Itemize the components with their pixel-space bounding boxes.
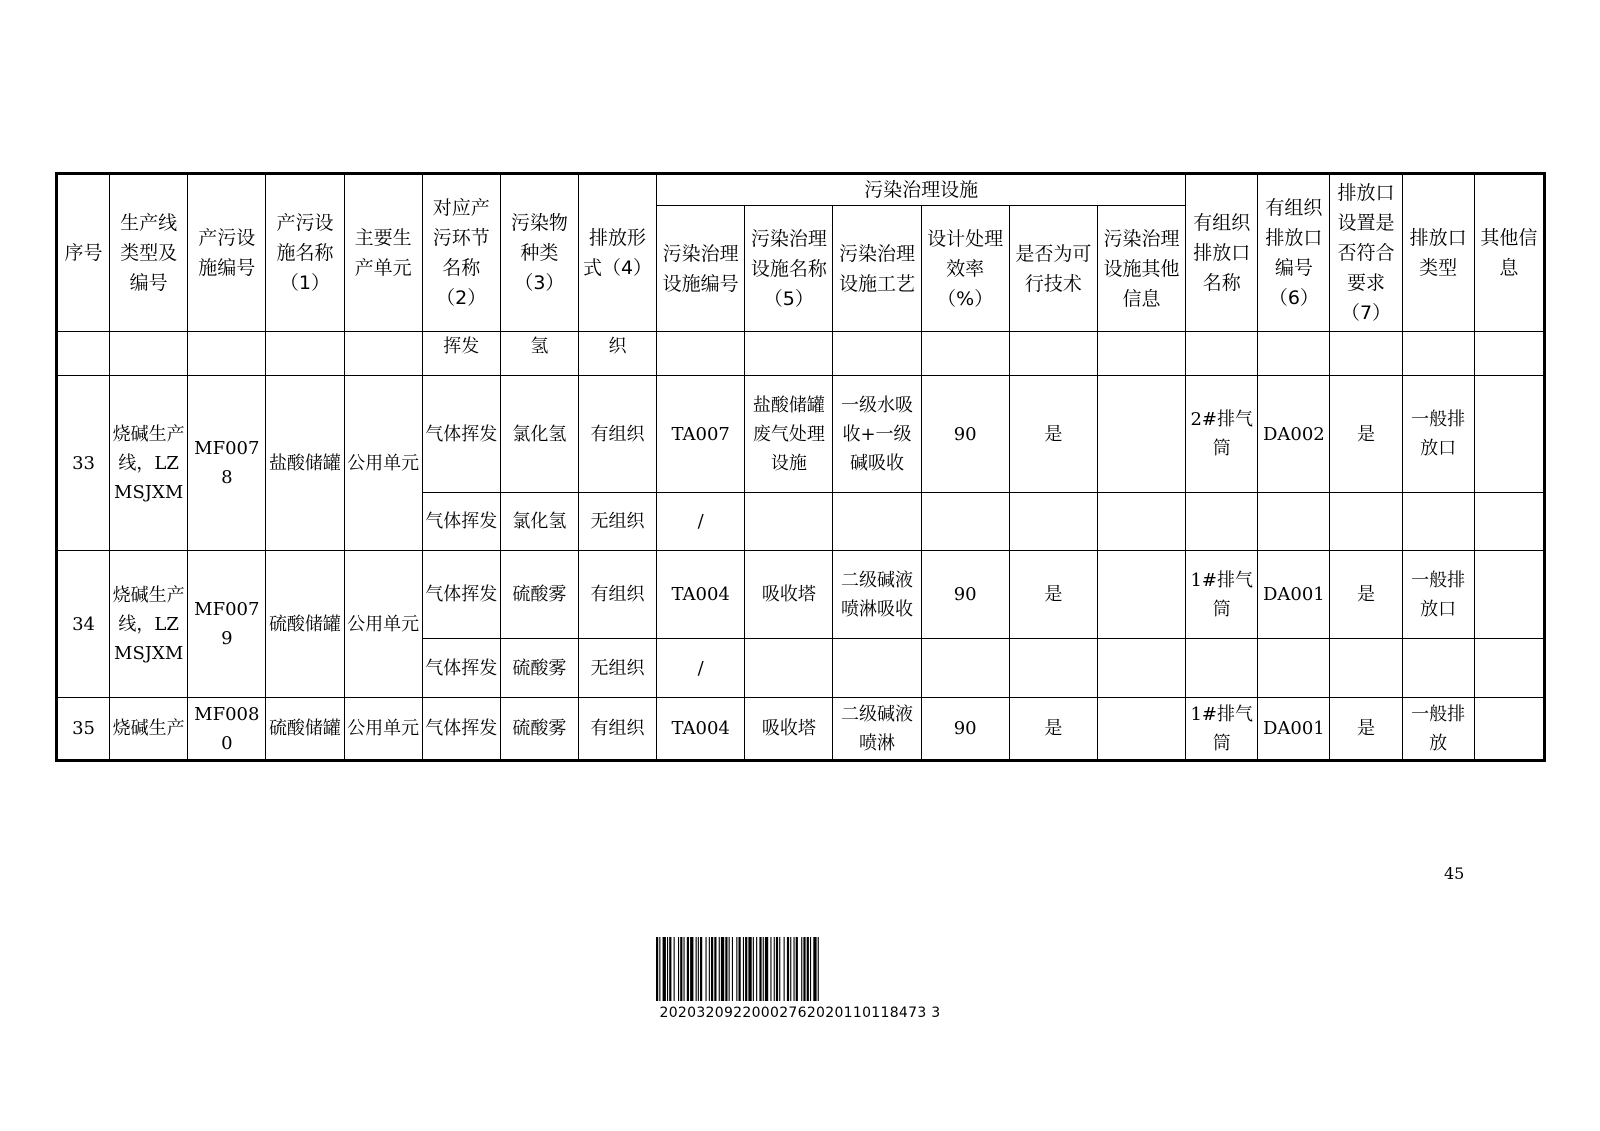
cell-seq: 34 [57,551,110,698]
cell-facility-name: 盐酸储罐 [266,376,344,551]
header-production-unit: 主要生产单元 [344,174,422,332]
header-efficiency: 设计处理效率（%） [921,206,1009,332]
cell-link: 气体挥发 [422,493,500,551]
cell-link: 挥发 [422,332,500,376]
barcode-bar [743,937,744,1001]
cell-outlet-type: 一般排放口 [1402,551,1474,639]
header-seq: 序号 [57,174,110,332]
cell-treatment-other [1097,551,1185,639]
barcode-bar [725,937,727,1001]
cell [344,332,422,376]
cell [921,639,1009,698]
header-outlet-name: 有组织排放口名称 [1186,174,1258,332]
cell-other [1474,698,1544,761]
header-treatment-name: 污染治理设施名称（5） [745,206,833,332]
barcode-bar [745,937,747,1001]
barcode-bar [732,937,733,1001]
table-row [57,332,1545,376]
barcode [656,937,944,1001]
barcode-bar [787,937,789,1001]
barcode-bar [680,937,682,1001]
header-outlet-no: 有组织排放口编号（6） [1258,174,1330,332]
cell-pollutant: 硫酸雾 [500,698,578,761]
cell-form: 有组织 [578,551,656,639]
cell-pollutant: 硫酸雾 [500,639,578,698]
header-pollutant-type: 污染物种类（3） [500,174,578,332]
cell [1258,493,1330,551]
cell [1474,639,1544,698]
cell [1009,493,1097,551]
barcode-bar [753,937,754,1001]
cell-feasible: 是 [1009,698,1097,761]
barcode-number: 20203209220002762020110118473 3 [659,1005,941,1021]
cell-efficiency: 90 [921,551,1009,639]
cell-outlet-no: DA001 [1258,551,1330,639]
cell [1474,493,1544,551]
pollution-source-table [55,172,1546,762]
cell-treatment-no: / [657,639,745,698]
table-row [57,551,1545,639]
cell [1402,639,1474,698]
cell-unit: 公用单元 [344,698,422,761]
cell-outlet-name: 1#排气筒 [1186,698,1258,761]
barcode-bar [796,937,798,1001]
cell [1330,493,1402,551]
cell [188,332,266,376]
barcode-bar [818,937,819,1001]
cell-form: 织 [578,332,656,376]
header-facility-name: 产污设施名称（1） [266,174,344,332]
cell [1097,332,1185,376]
header-line-type: 生产线类型及编号 [110,174,188,332]
header-outlet-compliant: 排放口设置是否符合要求（7） [1330,174,1402,332]
cell-link: 气体挥发 [422,376,500,493]
header-outlet-type: 排放口类型 [1402,174,1474,332]
header-feasible: 是否为可行技术 [1009,206,1097,332]
cell-seq: 35 [57,698,110,761]
cell-form: 有组织 [578,698,656,761]
cell [1330,639,1402,698]
cell [1258,639,1330,698]
cell-treatment-name: 盐酸储罐废气处理设施 [745,376,833,493]
barcode-bar [687,937,689,1001]
cell-form: 有组织 [578,376,656,493]
barcode-bar [748,937,751,1001]
cell-outlet-name: 1#排气筒 [1186,551,1258,639]
cell-link: 气体挥发 [422,551,500,639]
cell [833,332,921,376]
cell-feasible: 是 [1009,551,1097,639]
barcode-bar [663,937,666,1001]
cell [1009,639,1097,698]
header-treatment-other: 污染治理设施其他信息 [1097,206,1185,332]
cell [745,332,833,376]
cell-facility-no: MF0080 [188,698,266,761]
barcode-bar [813,937,816,1001]
cell-link: 气体挥发 [422,698,500,761]
cell-other [1474,551,1544,639]
cell [1258,332,1330,376]
cell [657,332,745,376]
cell-form: 无组织 [578,639,656,698]
barcode-bar [669,937,671,1001]
cell-outlet-type: 一般排放 [1402,698,1474,761]
cell-other [1474,376,1544,493]
header-treatment-group: 污染治理设施 [657,174,1186,206]
barcode-bar [770,937,771,1001]
barcode-bar [706,937,707,1001]
cell [1097,493,1185,551]
cell-efficiency: 90 [921,376,1009,493]
cell [833,639,921,698]
cell [266,332,344,376]
cell [921,493,1009,551]
cell-outlet-no: DA002 [1258,376,1330,493]
cell-pollutant: 氯化氢 [500,376,578,493]
barcode-bar [700,937,702,1001]
barcode-bar [711,937,713,1001]
cell-unit: 公用单元 [344,551,422,698]
cell-pollutant: 氯化氢 [500,493,578,551]
barcode-bar [678,937,679,1001]
cell-process: 二级碱液喷淋 [833,698,921,761]
cell [1186,493,1258,551]
barcode-bar [659,937,660,1001]
barcode-bar [803,937,805,1001]
cell-treatment-no: TA004 [657,551,745,639]
barcode-bar [794,937,795,1001]
cell-facility-no: MF0078 [188,376,266,551]
cell-treatment-other [1097,698,1185,761]
cell-seq: 33 [57,376,110,551]
barcode-bar [729,937,730,1001]
cell-compliant: 是 [1330,551,1402,639]
barcode-bar [714,937,716,1001]
cell-compliant: 是 [1330,376,1402,493]
header-facility-no: 产污设施编号 [188,174,266,332]
table-row [57,376,1545,493]
cell-treatment-other [1097,376,1185,493]
barcode-bar [779,937,780,1001]
cell-unit: 公用单元 [344,376,422,551]
barcode-bar [774,937,775,1001]
barcode-bar [810,937,811,1001]
cell-treatment-name: 吸收塔 [745,698,833,761]
barcode-bar [756,937,757,1001]
cell-treatment-no: / [657,493,745,551]
barcode-bar [736,937,737,1001]
table-row [57,698,1545,761]
cell [110,332,188,376]
cell-facility-name: 硫酸储罐 [266,551,344,698]
cell-link: 气体挥发 [422,639,500,698]
header-treatment-no: 污染治理设施编号 [657,206,745,332]
cell-treatment-no: TA007 [657,376,745,493]
cell-process: 二级碱液喷淋吸收 [833,551,921,639]
cell-feasible: 是 [1009,376,1097,493]
cell-outlet-name: 2#排气筒 [1186,376,1258,493]
cell-treatment-no: TA004 [657,698,745,761]
page-number: 45 [1444,864,1465,883]
cell-outlet-no: DA001 [1258,698,1330,761]
barcode-bar [801,937,802,1001]
barcode-bar [765,937,768,1001]
barcode-bar [698,937,699,1001]
cell-pollutant: 氢 [500,332,578,376]
barcode-bar [709,937,710,1001]
cell [1402,332,1474,376]
cell-line: 烧碱生产线，LZMSJXM [110,551,188,698]
cell [745,493,833,551]
cell-line: 烧碱生产 [110,698,188,761]
barcode-bar [696,937,697,1001]
cell [1474,332,1544,376]
barcode-bar [784,937,785,1001]
barcode-bar [759,937,761,1001]
cell-compliant: 是 [1330,698,1402,761]
cell [1097,639,1185,698]
barcode-bar [721,937,724,1001]
barcode-bar [739,937,741,1001]
cell [1402,493,1474,551]
cell-line: 烧碱生产线，LZMSJXM [110,376,188,551]
cell [1009,332,1097,376]
cell-pollutant: 硫酸雾 [500,551,578,639]
header-pollution-link: 对应产污环节名称（2） [422,174,500,332]
cell [745,639,833,698]
barcode-bar [667,937,668,1001]
cell-outlet-type: 一般排放口 [1402,376,1474,493]
barcode-bar [690,937,693,1001]
barcode-bar [674,937,675,1001]
barcode-bar [776,937,778,1001]
cell-facility-name: 硫酸储罐 [266,698,344,761]
cell [57,332,110,376]
barcode-bar [719,937,720,1001]
cell-treatment-name: 吸收塔 [745,551,833,639]
cell [1330,332,1402,376]
header-treatment-process: 污染治理设施工艺 [833,206,921,332]
barcode-bar [763,937,764,1001]
header-other-info: 其他信息 [1474,174,1544,332]
cell-form: 无组织 [578,493,656,551]
cell [921,332,1009,376]
cell [1186,639,1258,698]
cell-facility-no: MF0079 [188,551,266,698]
barcode-bar [790,937,791,1001]
barcode-bar [807,937,809,1001]
cell-process: 一级水吸收+一级碱吸收 [833,376,921,493]
cell [1186,332,1258,376]
cell-efficiency: 90 [921,698,1009,761]
cell [833,493,921,551]
barcode-bar [684,937,685,1001]
header-emission-form: 排放形式（4） [578,174,656,332]
barcode-bar [656,937,658,1001]
